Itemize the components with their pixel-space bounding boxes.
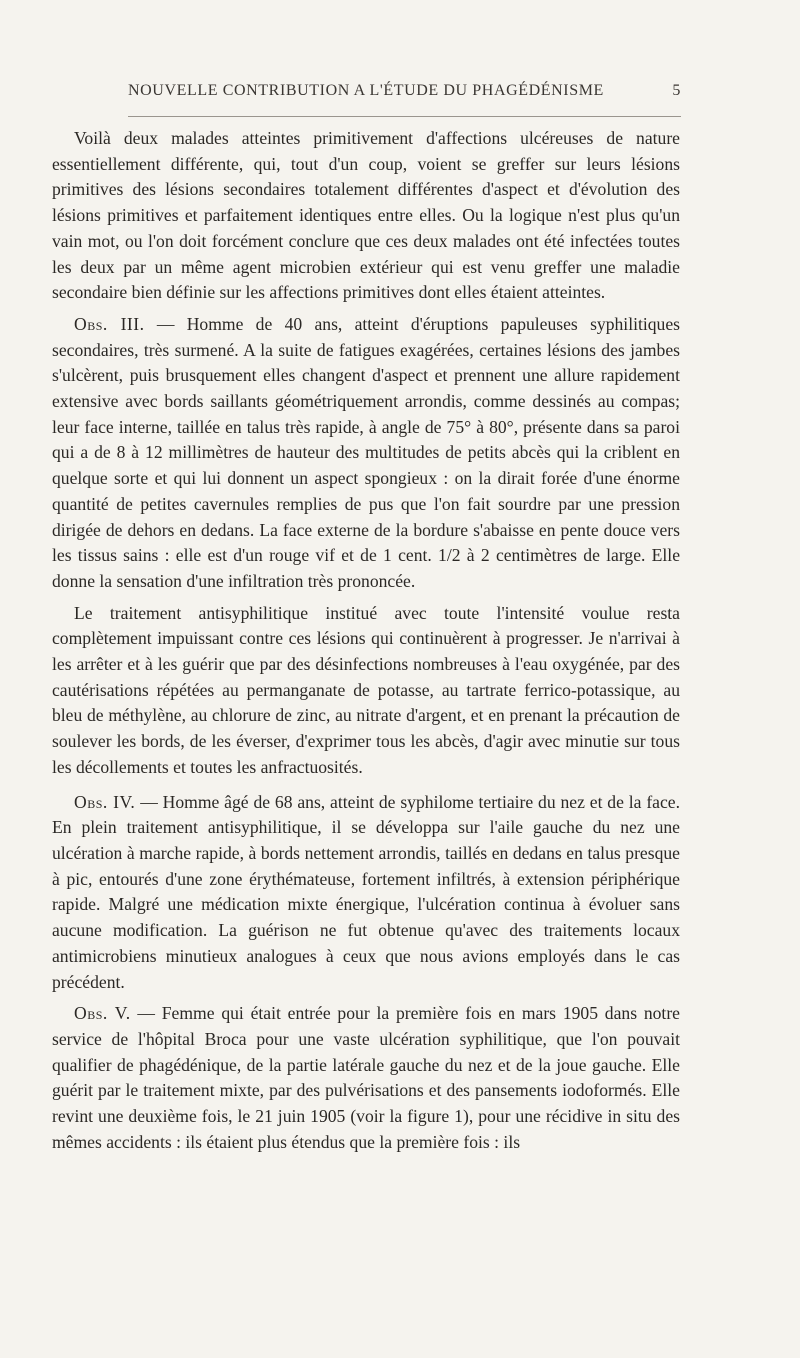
- page-number: 5: [672, 82, 681, 99]
- observation-3-continuation: Le traitement antisyphilitique institué avec toute l'intensité voulue resta complètement impuissant contre ces lésions qui continuèrent à progresser. Je n'arrivai à les arrêter et à les guérir que par des désinfections nombreuses à l'eau oxygénée, par des cautérisations répétées au permanganate de potasse, au tartrate ferrico-potassique, au bleu de méthylène, au chlorure de zinc, au nitrate d'argent, et en prenant la précaution de soulever les bords, de les éverser, d'exprimer tous les abcès, d'agir avec minutie sur tous les décollements et toutes les anfractuosités.: [52, 602, 680, 777]
- observation-4-label: Obs. IV.: [74, 791, 136, 812]
- running-title: NOUVELLE CONTRIBUTION A L'ÉTUDE DU PHAGÉDÉNISME: [128, 82, 604, 99]
- observation-4: [52, 790, 680, 996]
- observation-5: [52, 1001, 680, 1155]
- header-rule: [128, 116, 681, 117]
- observation-3: [52, 312, 680, 595]
- running-head: [128, 82, 681, 106]
- observation-3-text: — Homme de 40 ans, atteint d'éruptions papuleuses syphilitiques secondaires, très surmené. A la suite de fatigues exagérées, certaines lésions des jambes s'ulcèrent, puis brusquement elles changent d'aspect et prennent une allure rapidement extensive avec bords saillants géométriquement arrondis, comme dessinés au compas; leur face interne, taillée en talus très rapide, à angle de 75° à 80°, présente dans sa paroi qui a de 8 à 12 millimètres de hauteur des multitudes de petits abcès qui la criblent en quelque sorte et qui lui donnent un aspect spongieux : on la dirait forée d'une énorme quantité de petites cavernules remplies de pus que l'on fait sourdre par une pression dirigée de dehors en dedans. La face externe de la bordure s'abaisse en pente douce vers les tissus sains : elle est d'un rouge vif et de 1 cent. 1/2 à 2 centimètres de large. Elle donne la sensation d'une infiltration très prononcée.: [52, 313, 680, 591]
- paragraph-intro: Voilà deux malades atteintes primitivement d'affections ulcéreuses de nature essentiellement différente, qui, tout d'un coup, voient se greffer sur leurs lésions primitives des lésions secondaires totalement différentes d'aspect et d'évolution des lésions primitives et parfaitement identiques entre elles. Ou la logique n'est plus qu'un vain mot, ou l'on doit forcément conclure que ces deux malades ont été infectées toutes les deux par un même agent microbien extérieur qui est venu greffer une maladie secondaire bien définie sur les affections primitives dont elles étaient atteintes.: [52, 128, 680, 303]
- observation-4-text: — Homme âgé de 68 ans, atteint de syphilome tertiaire du nez et de la face. En plein traitement antisyphilitique, il se développa sur l'aile gauche du nez une ulcération à marche rapide, à bords nettement arrondis, taillés en dedans en talus presque à pic, entourés d'une zone érythémateuse, fortement infiltrés, à extension périphérique rapide. Malgré une médication mixte énergique, l'ulcération continua à évoluer sans aucune modification. La guérison ne fut obtenue qu'avec des traitements locaux antimicrobiens minutieux analogues à ceux que nous avions employés dans le cas précédent.: [52, 791, 681, 992]
- observation-5-text: — Femme qui était entrée pour la première fois en mars 1905 dans notre service de l'hôpital Broca pour une vaste ulcération syphilitique, que l'on pouvait qualifier de phagédénique, de la partie latérale gauche du nez et de la joue gauche. Elle guérit par le traitement mixte, par des pulvérisations et des pansements iodoformés. Elle revint une deuxième fois, le 21 juin 1905 (voir la figure 1), pour une récidive in situ des mêmes accidents : ils étaient plus étendus que la première fois : ils: [52, 1003, 680, 1152]
- body-text: [52, 126, 680, 1161]
- observation-5-label: Obs. V.: [74, 1003, 131, 1024]
- observation-3-label: Obs. III.: [74, 313, 145, 334]
